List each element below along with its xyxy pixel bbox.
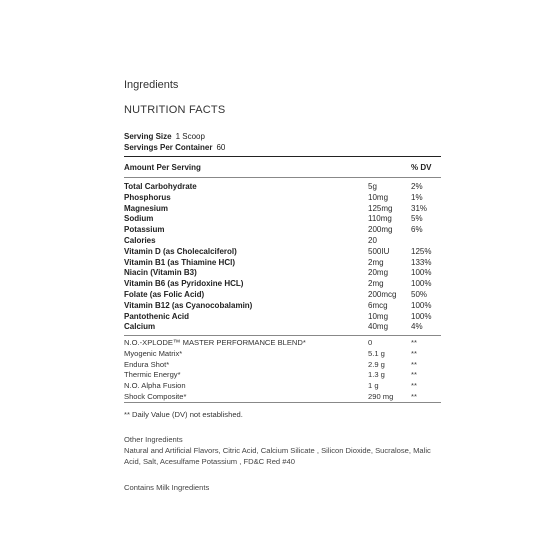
- nutrient-name: Thermic Energy*: [124, 370, 181, 380]
- table-row: [124, 204, 441, 215]
- daily-value-note: ** Daily Value (DV) not established.: [124, 410, 243, 419]
- table-row: [124, 349, 441, 360]
- nutrient-name: Endura Shot*: [124, 359, 170, 369]
- nutrient-amount: 5.1 g: [368, 348, 385, 358]
- table-row: [124, 268, 441, 279]
- ingredients-heading: Ingredients: [124, 79, 179, 91]
- table-row: [124, 312, 441, 323]
- nutrient-dv: 100%: [411, 300, 432, 310]
- nutrient-name: Vitamin B12 (as Cyanocobalamin): [124, 300, 253, 310]
- nutrition-facts-heading: NUTRITION FACTS: [124, 104, 226, 116]
- nutrient-name: Calories: [124, 236, 156, 245]
- nutrient-name: Sodium: [124, 214, 154, 224]
- nutrient-amount: 290 mg: [368, 392, 394, 401]
- nutrient-name: Magnesium: [124, 203, 169, 213]
- nutrient-amount: 200mcg: [368, 290, 397, 299]
- nutrient-amount: 2.9 g: [368, 359, 385, 369]
- nutrient-amount: 200mg: [368, 225, 393, 235]
- nutrient-amount: 20mg: [368, 268, 389, 278]
- nutrient-amount: 6mcg: [368, 300, 388, 310]
- table-row: [124, 214, 441, 225]
- table-row: [124, 301, 441, 312]
- nutrient-name: N.O. Alpha Fusion: [124, 381, 186, 391]
- nutrient-amount: 1.3 g: [368, 370, 385, 380]
- nutrient-dv: 1%: [411, 192, 423, 202]
- nutrient-dv: 100%: [411, 311, 432, 321]
- nutrient-dv: 50%: [411, 290, 428, 299]
- amount-per-serving-header: Amount Per Serving: [124, 163, 201, 172]
- nutrient-name: Niacin (Vitamin B3): [124, 268, 197, 278]
- nutrient-dv: 133%: [411, 257, 432, 267]
- nutrient-name: Vitamin B1 (as Thiamine HCl): [124, 257, 235, 267]
- nutrient-amount: 1 g: [368, 381, 379, 391]
- allergen-note: Contains Milk Ingredients: [124, 483, 210, 492]
- divider: [124, 335, 441, 336]
- nutrient-amount: 110mg: [368, 214, 392, 224]
- table-row: [124, 225, 441, 236]
- nutrient-dv: **: [411, 370, 417, 380]
- nutrient-name: Folate (as Folic Acid): [124, 290, 205, 299]
- table-row: [124, 290, 441, 301]
- servings-per-container-value: 60: [216, 143, 226, 152]
- table-row: [124, 322, 441, 333]
- other-ingredients-title: Other Ingredients: [124, 435, 183, 444]
- nutrient-dv: 100%: [411, 279, 432, 289]
- nutrient-amount: 5g: [368, 182, 377, 191]
- nutrient-amount: 2mg: [368, 279, 384, 289]
- table-row: [124, 236, 441, 247]
- table-row: [124, 279, 441, 290]
- nutrient-name: Shock Composite*: [124, 392, 187, 401]
- nutrient-dv: 5%: [411, 214, 423, 224]
- nutrient-name: Myogenic Matrix*: [124, 348, 183, 358]
- table-row: [124, 381, 441, 392]
- nutrient-name: Vitamin B6 (as Pyridoxine HCL): [124, 279, 244, 289]
- nutrient-amount: 2mg: [368, 257, 384, 267]
- nutrient-dv: **: [411, 381, 417, 391]
- nutrient-dv: 4%: [411, 322, 423, 332]
- nutrient-dv: 6%: [411, 225, 423, 235]
- nutrient-dv: **: [411, 348, 417, 358]
- table-row: [124, 247, 441, 258]
- nutrient-dv: 125%: [411, 246, 432, 256]
- nutrient-dv: **: [411, 392, 417, 401]
- table-row: [124, 182, 441, 193]
- nutrient-dv: 2%: [411, 182, 423, 191]
- nutrient-name: N.O.-XPLODE™ MASTER PERFORMANCE BLEND*: [124, 338, 306, 347]
- divider: [124, 177, 441, 178]
- nutrient-dv: **: [411, 338, 417, 347]
- serving-size-label: Serving Size: [124, 132, 172, 141]
- nutrient-name: Calcium: [124, 322, 156, 332]
- serving-size: [124, 132, 205, 141]
- nutrient-dv: **: [411, 359, 417, 369]
- table-row: [124, 338, 441, 349]
- divider: [124, 402, 441, 403]
- nutrient-name: Phosphorus: [124, 192, 171, 202]
- servings-per-container-label: Servings Per Container: [124, 143, 213, 152]
- nutrient-amount: 20: [368, 236, 377, 245]
- nutrient-dv: 100%: [411, 268, 432, 278]
- other-ingredients-text: Natural and Artificial Flavors, Citric Acid, Calcium Silicate , Silicon Dioxide, Sucralose, Malic Acid, Salt, Acesulfame Potassium , FD&C Red #40: [124, 446, 431, 466]
- nutrient-amount: 40mg: [368, 322, 389, 332]
- nutrient-amount: 10mg: [368, 192, 389, 202]
- nutrient-name: Total Carbohydrate: [124, 182, 197, 191]
- nutrient-amount: 0: [368, 338, 373, 347]
- table-row: [124, 370, 441, 381]
- nutrient-amount: 10mg: [368, 311, 389, 321]
- divider: [124, 156, 441, 157]
- dv-header: % DV: [411, 163, 432, 172]
- servings-per-container: [124, 143, 225, 152]
- serving-size-value: 1 Scoop: [175, 132, 205, 141]
- nutrient-dv: 31%: [411, 203, 428, 213]
- nutrient-amount: 125mg: [368, 203, 393, 213]
- nutrient-name: Pantothenic Acid: [124, 311, 190, 321]
- table-row: [124, 193, 441, 204]
- nutrient-amount: 500IU: [368, 246, 390, 256]
- nutrient-name: Potassium: [124, 225, 165, 235]
- table-row: [124, 360, 441, 371]
- nutrient-name: Vitamin D (as Cholecalciferol): [124, 246, 237, 256]
- table-row: [124, 258, 441, 269]
